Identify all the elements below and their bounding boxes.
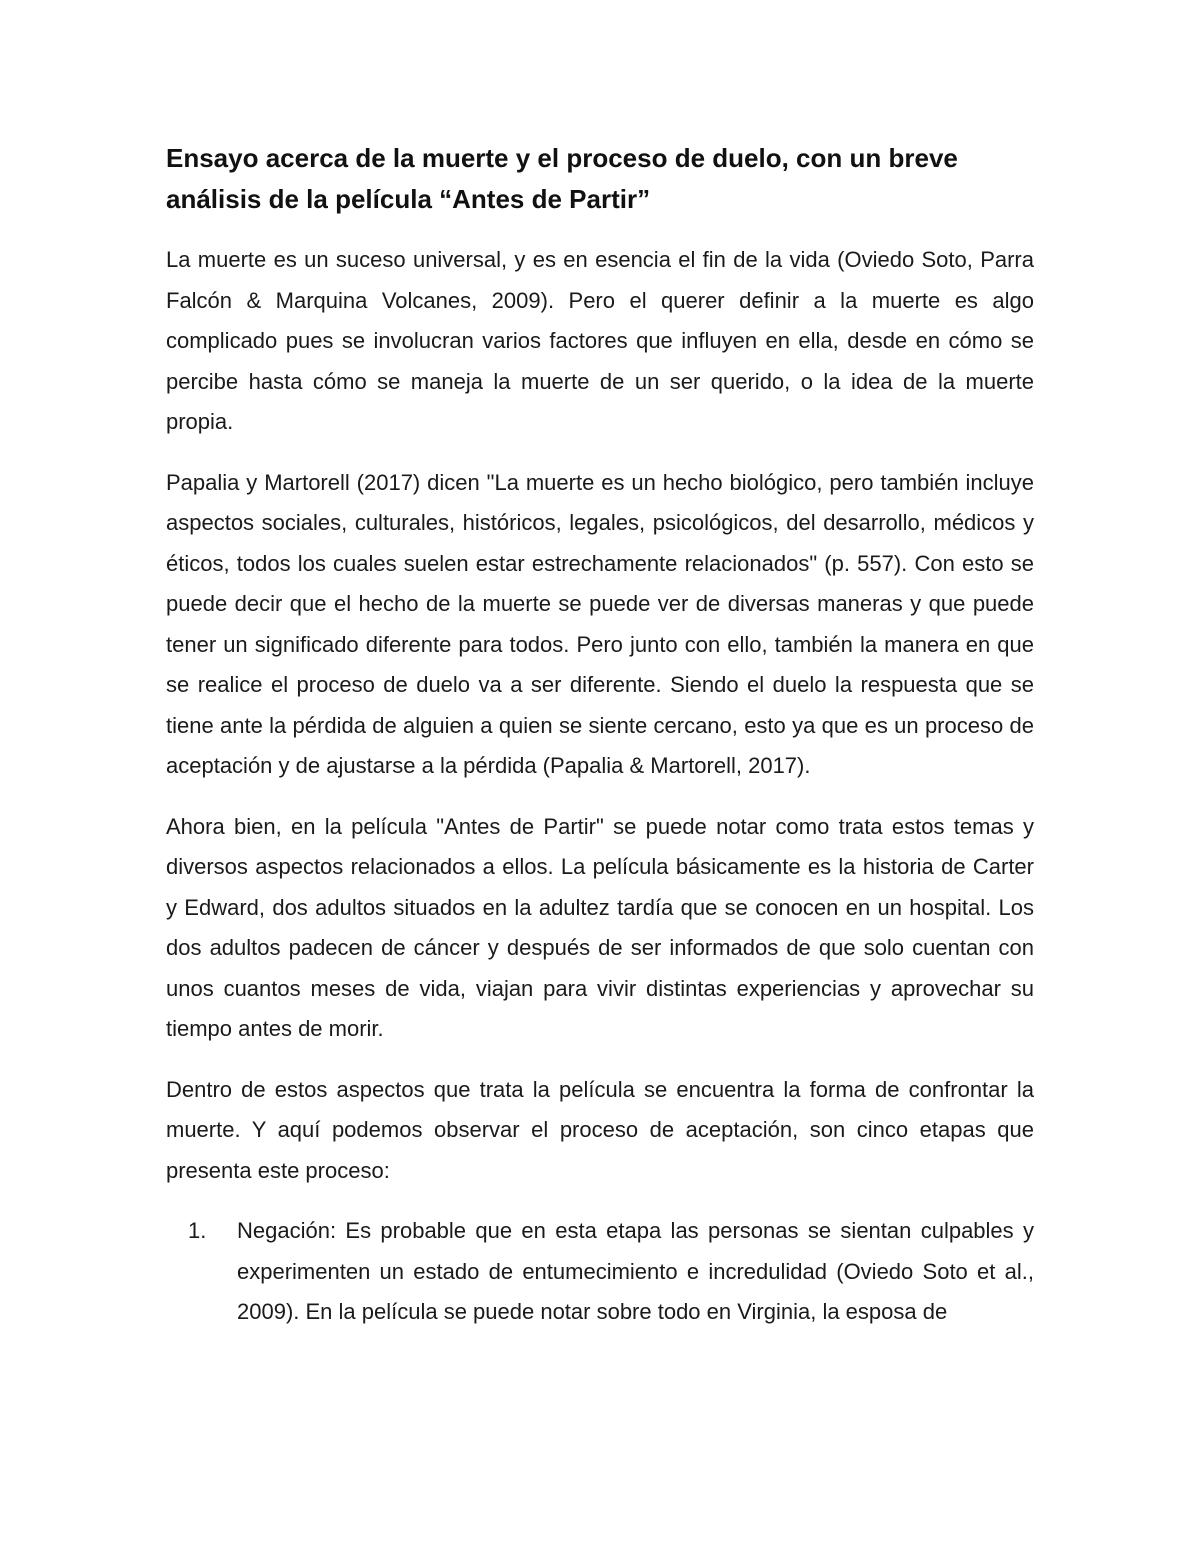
list-item: [166, 1211, 1034, 1333]
document-body: [166, 138, 1034, 1333]
essay-title: Ensayo acerca de la muerte y el proceso de duelo, con un breve análisis de la película “Antes de Partir”: [166, 143, 958, 214]
paragraph-acceptance-stages: Dentro de estos aspectos que trata la película se encuentra la forma de confrontar la muerte. Y aquí podemos observar el proceso de aceptación, son cinco etapas que presenta este proceso:: [166, 1076, 1034, 1183]
list-item-number: 1.: [188, 1218, 207, 1243]
paragraph-intro: La muerte es un suceso universal, y es en esencia el fin de la vida (Oviedo Soto, Parra Falcón & Marquina Volcanes, 2009). Pero el querer definir a la muerte es algo complicado pues se involucran varios factores que influyen en ella, desde en cómo se percibe hasta cómo se maneja la muerte de un ser querido, o la idea de la muerte propia.: [166, 247, 1034, 434]
paragraph-papalia-quote: Papalia y Martorell (2017) dicen "La muerte es un hecho biológico, pero también incluye aspectos sociales, culturales, históricos, legales, psicológicos, del desarrollo, médicos y éticos, todos los cuales suelen estar estrechamente relacionados" (p. 557). Con esto se puede decir que el hecho de la muerte se puede ver de diversas maneras y que puede tener un significado diferente para todos. Pero junto con ello, también la manera en que se realice el proceso de duelo va a ser diferente. Siendo el duelo la respuesta que se tiene ante la pérdida de alguien a quien se siente cercano, esto ya que es un proceso de aceptación y de ajustarse a la pérdida (Papalia & Martorell, 2017).: [166, 469, 1034, 778]
stages-list: [166, 1211, 1034, 1333]
paragraph-film-summary: Ahora bien, en la película "Antes de Partir" se puede notar como trata estos temas y diversos aspectos relacionados a ellos. La película básicamente es la historia de Carter y Edward, dos adultos situados en la adultez tardía que se conocen en un hospital. Los dos adultos padecen de cáncer y después de ser informados de que solo cuentan con unos cuantos meses de vida, viajan para vivir distintas experiencias y aprovechar su tiempo antes de morir.: [166, 813, 1034, 1041]
list-item-text: Negación: Es probable que en esta etapa las personas se sientan culpables y experimenten un estado de entumecimiento e incredulidad (Oviedo Soto et al., 2009). En la película se puede notar sobre todo en Virginia, la esposa de: [237, 1218, 1034, 1324]
